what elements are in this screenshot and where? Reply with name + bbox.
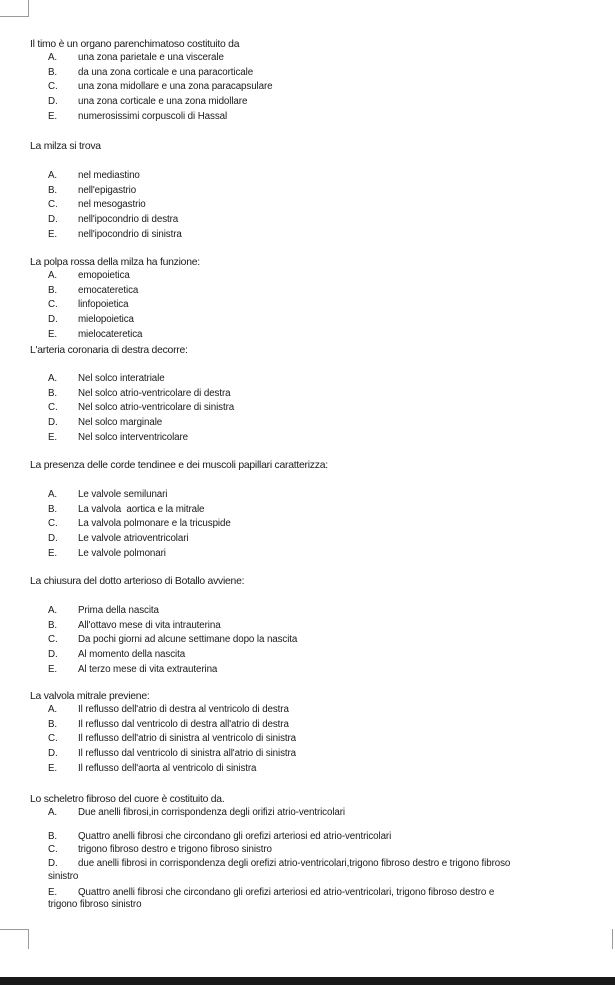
option-b: B. nell'epigastrio <box>48 184 137 196</box>
option-text-continuation: trigono fibroso sinistro <box>48 899 142 911</box>
question-3 <box>30 256 605 343</box>
option-c: C. trigono fibroso destro e trigono fibroso sinistro <box>48 844 272 856</box>
option-a: A. Nel solco interatriale <box>48 373 165 384</box>
option-b: B. Quattro anelli fibrosi che circondano gli orefizi arteriosi ed atrio-ventricolari <box>48 830 392 842</box>
option-b: B. da una zona corticale e una paracorticale <box>48 66 254 78</box>
option-a: A. nel mediastino <box>48 170 140 181</box>
option-b: B. La valvola aortica e la mitrale <box>48 503 205 515</box>
option-a: A. una zona parietale e una viscerale <box>48 52 224 63</box>
question-6 <box>30 575 605 678</box>
question-text: La chiusura del dotto arterioso di Botallo avviene: <box>30 576 245 587</box>
option-b: B. All'ottavo mese di vita intrauterina <box>48 619 221 631</box>
option-d: D. Le valvole atrioventricolari <box>48 533 189 545</box>
bottom-edge-bar <box>0 977 615 985</box>
option-b: B. Nel solco atrio-ventricolare di destra <box>48 387 231 399</box>
option-d: D. Il reflusso dal ventricolo di sinistra all'atrio di sinistra <box>48 748 297 760</box>
option-b: B. emocateretica <box>48 284 139 296</box>
option-c: C. linfopoietica <box>48 299 129 311</box>
option-c: C. Il reflusso dell'atrio di sinistra al ventricolo di sinistra <box>48 733 297 745</box>
question-2 <box>30 140 605 243</box>
question-text: La polpa rossa della milza ha funzione: <box>30 257 200 268</box>
option-d: D. Nel solco marginale <box>48 417 163 429</box>
option-e: E. Nel solco interventricolare <box>48 431 189 443</box>
crop-mark-top-left-vertical <box>28 0 29 16</box>
option-a: A. Le valvole semilunari <box>48 489 168 500</box>
question-4 <box>30 344 605 446</box>
option-e: E. Quattro anelli fibrosi che circondano gli orefizi arteriosi ed atrio-ventricolari, trigono fibroso destro e trigono fibroso sinistro <box>48 887 605 912</box>
question-text: La valvola mitrale previene: <box>30 691 150 702</box>
option-e: E. nell'ipocondrio di sinistra <box>48 228 182 240</box>
option-d: D. mielopoietica <box>48 314 134 326</box>
option-e: E. Al terzo mese di vita extrauterina <box>48 663 218 675</box>
option-c: C. La valvola polmonare e la tricuspide <box>48 518 231 530</box>
option-d: D. una zona corticale e una zona midollare <box>48 96 248 108</box>
option-a: A. Prima della nascita <box>48 605 159 616</box>
option-e: E. Il reflusso dell'aorta al ventricolo di sinistra <box>48 762 257 774</box>
crop-mark-bottom-left-vertical <box>28 929 29 949</box>
option-a: A. Due anelli fibrosi,in corrispondenza degli orifizi atrio-ventricolari <box>48 807 345 818</box>
option-d: D. Al momento della nascita <box>48 649 186 661</box>
option-c: C. Da pochi giorni ad alcune settimane dopo la nascita <box>48 634 298 646</box>
option-text-continuation: sinistro <box>48 871 79 882</box>
option-d: D. nell'ipocondrio di destra <box>48 214 179 226</box>
question-text: Lo scheletro fibroso del cuore è costituito da. <box>30 794 225 805</box>
question-text: La milza si trova <box>30 141 101 152</box>
option-e: E. mielocateretica <box>48 328 143 340</box>
option-text: due anelli fibrosi in corrispondenza degli orefizi atrio-ventricolari,trigono fibroso destro e trigono fibroso <box>78 858 511 870</box>
question-8 <box>30 793 605 915</box>
crop-mark-bottom-right-vertical <box>612 929 613 949</box>
option-c: C. Nel solco atrio-ventricolare di sinistra <box>48 402 235 414</box>
crop-mark-top-left-horizontal <box>0 16 29 17</box>
question-7 <box>30 690 605 777</box>
option-a: A. emopoietica <box>48 270 130 281</box>
question-text: L'arteria coronaria di destra decorre: <box>30 345 188 356</box>
question-5 <box>30 459 605 562</box>
option-a: A. Il reflusso dell'atrio di destra al ventricolo di destra <box>48 704 289 715</box>
option-text: Quattro anelli fibrosi che circondano gli orefizi arteriosi ed atrio-ventricolari, trigono fibroso destro e <box>78 886 495 898</box>
option-e: E. Le valvole polmonari <box>48 547 166 559</box>
option-c: C. una zona midollare e una zona paracapsulare <box>48 81 273 93</box>
question-text: Il timo è un organo parenchimatoso costituito da <box>30 39 240 50</box>
crop-mark-bottom-left-horizontal <box>0 929 29 930</box>
option-c: C. nel mesogastrio <box>48 199 146 211</box>
option-b: B. Il reflusso dal ventricolo di destra all'atrio di destra <box>48 718 289 730</box>
question-text: La presenza delle corde tendinee e dei muscoli papillari caratterizza: <box>30 460 328 471</box>
option-e: E. numerosissimi corpuscoli di Hassal <box>48 110 228 122</box>
option-d: D. due anelli fibrosi in corrispondenza degli orefizi atrio-ventricolari,trigono fibroso destro e trigono fibroso sinistro <box>48 858 605 883</box>
question-1 <box>30 38 605 125</box>
